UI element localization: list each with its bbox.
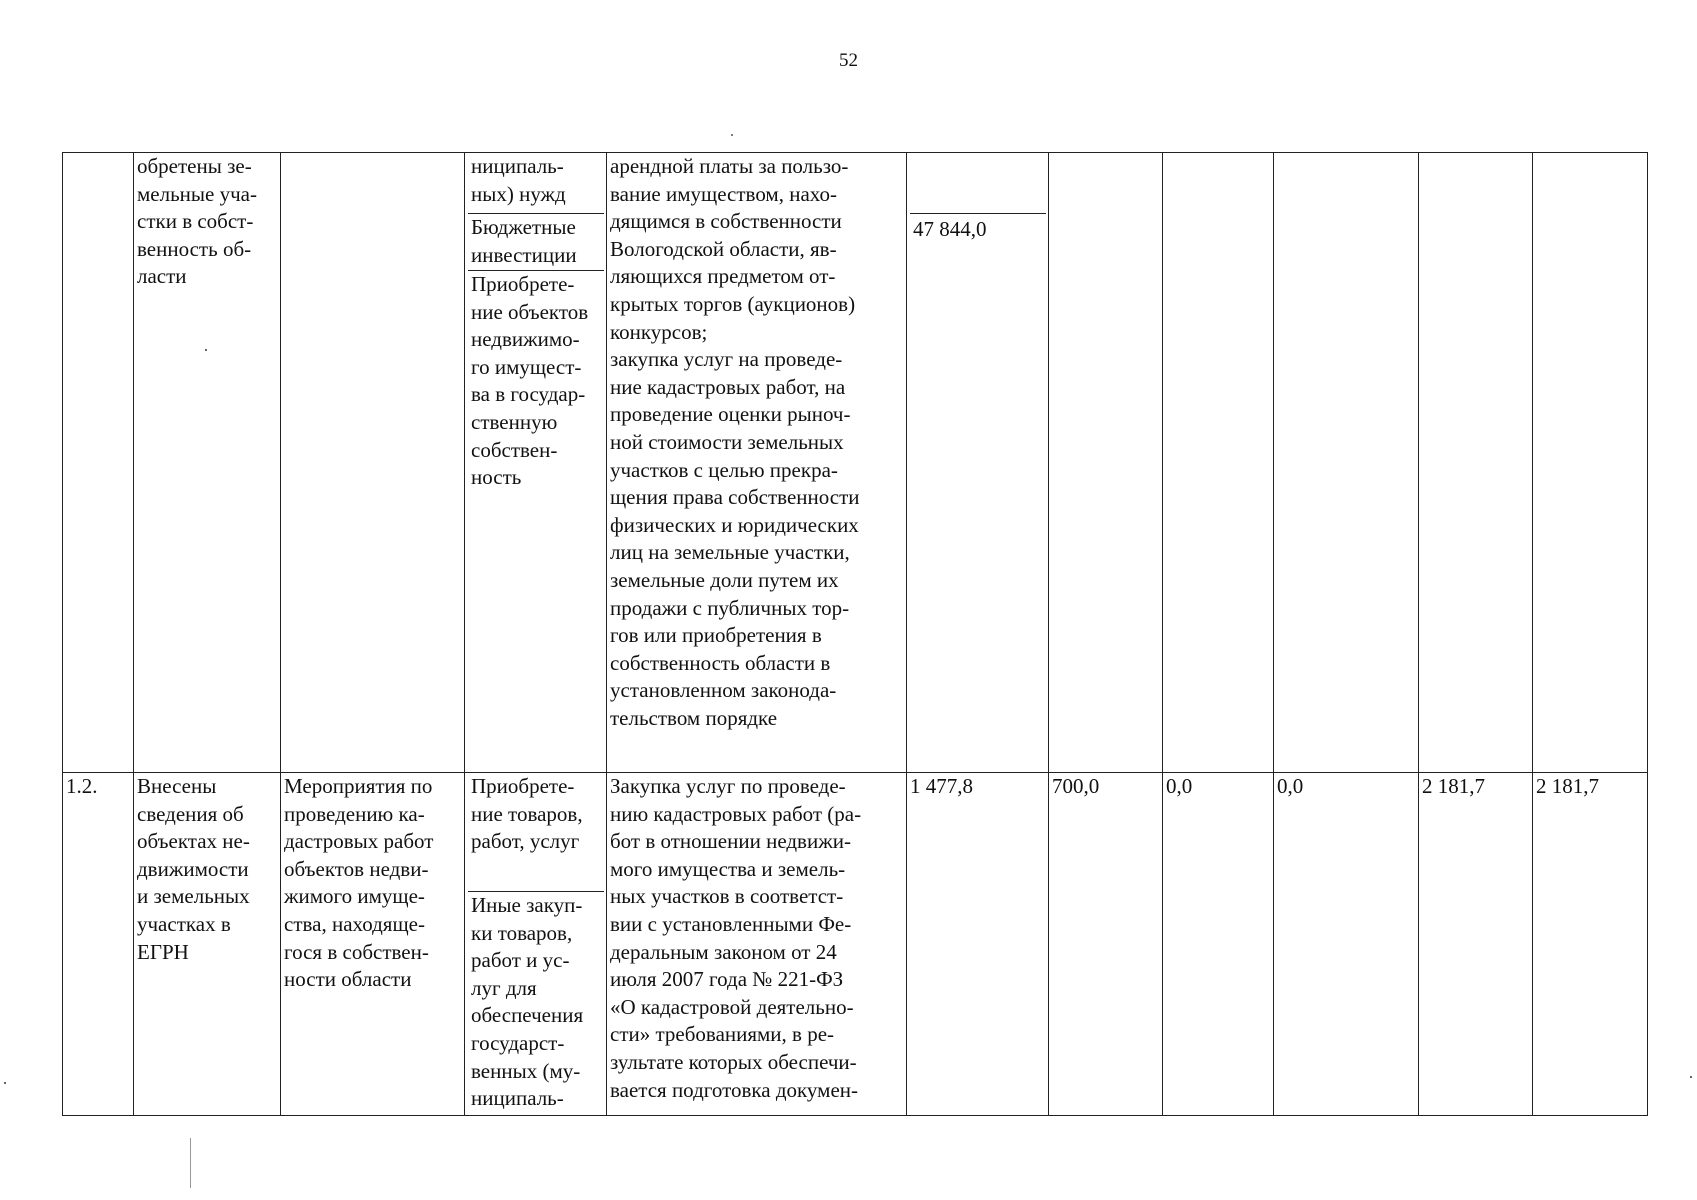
result-cell: обретены зе- мельные уча- стки в собст- венность об- ласти: [134, 153, 281, 773]
scan-speck: [4, 1082, 6, 1084]
expense-type-item: Иные закуп- ки товаров, работ и ус- луг для обеспечения государст- венных (му- ниципаль-: [471, 893, 584, 1111]
value-cell-top: [910, 153, 1046, 214]
expense-type-cell: [465, 153, 607, 773]
expense-type-cell: [465, 773, 607, 1116]
scan-artifact-line: [190, 1138, 191, 1188]
budget-table: [62, 152, 1648, 1116]
table-row: [63, 153, 1648, 773]
table-row: [63, 773, 1648, 1116]
value-cell: 2 181,7: [1533, 773, 1648, 1116]
expense-type-item: Бюджетные инвестиции: [468, 214, 604, 271]
value-cell: [1533, 153, 1648, 773]
value-cell: 0,0: [1274, 773, 1419, 1116]
value-cell: 0,0: [1163, 773, 1274, 1116]
expense-type-item: Приобрете- ние объектов недвижимо- го имущест- ва в государ- ственную собствен- ность: [471, 272, 589, 490]
description-cell: Закупка услуг по проведе- нию кадастровых работ (ра- бот в отношении недвижи- мого имущества и земель- ных участков в соответст- вии с установленными Фе- деральным законом от 24 июля 2007 года № 221-ФЗ «О кадастровой деятельно- сти» требованиями, в ре- зультате которых обеспечи- вается подготовка докумен-: [607, 773, 907, 1116]
value-cell: [907, 153, 1049, 773]
value-cell: [1419, 153, 1533, 773]
row-number-cell: 1.2.: [63, 773, 134, 1116]
expense-type-item: ниципаль- ных) нужд: [468, 153, 604, 214]
page-number: 52: [839, 50, 858, 71]
measure-cell: [281, 153, 465, 773]
value-cell: [1163, 153, 1274, 773]
scan-speck: [1690, 1076, 1692, 1078]
result-cell: Внесены сведения об объектах не- движимости и земельных участках в ЕГРН: [134, 773, 281, 1116]
row-number-cell: [63, 153, 134, 773]
value-cell: [1274, 153, 1419, 773]
scan-speck: [731, 134, 733, 136]
expense-type-item: Приобрете- ние товаров, работ, услуг: [468, 773, 604, 892]
value-amount: 47 844,0: [913, 217, 987, 241]
value-cell: [1049, 153, 1163, 773]
value-cell: 2 181,7: [1419, 773, 1533, 1116]
measure-cell: Мероприятия по проведению ка- дастровых работ объектов недви- жимого имуще- ства, находяще- гося в собствен- ности области: [281, 773, 465, 1116]
description-cell: арендной платы за пользо- вание имуществом, нахо- дящимся в собственности Вологодской области, яв- ляющихся предметом от- крытых торгов (аукционов) конкурсов; закупка услуг на проведе- ние кадастровых работ, на проведение оценки рыноч- ной стоимости земельных участков с целью прекра- щения права собственности физических и юридических лиц на земельные участки, земельные доли путем их продажи с публичных тор- гов или приобретения в собственность области в установленном законода- тельством порядке: [607, 153, 907, 773]
value-cell: 700,0: [1049, 773, 1163, 1116]
value-cell: 1 477,8: [907, 773, 1049, 1116]
